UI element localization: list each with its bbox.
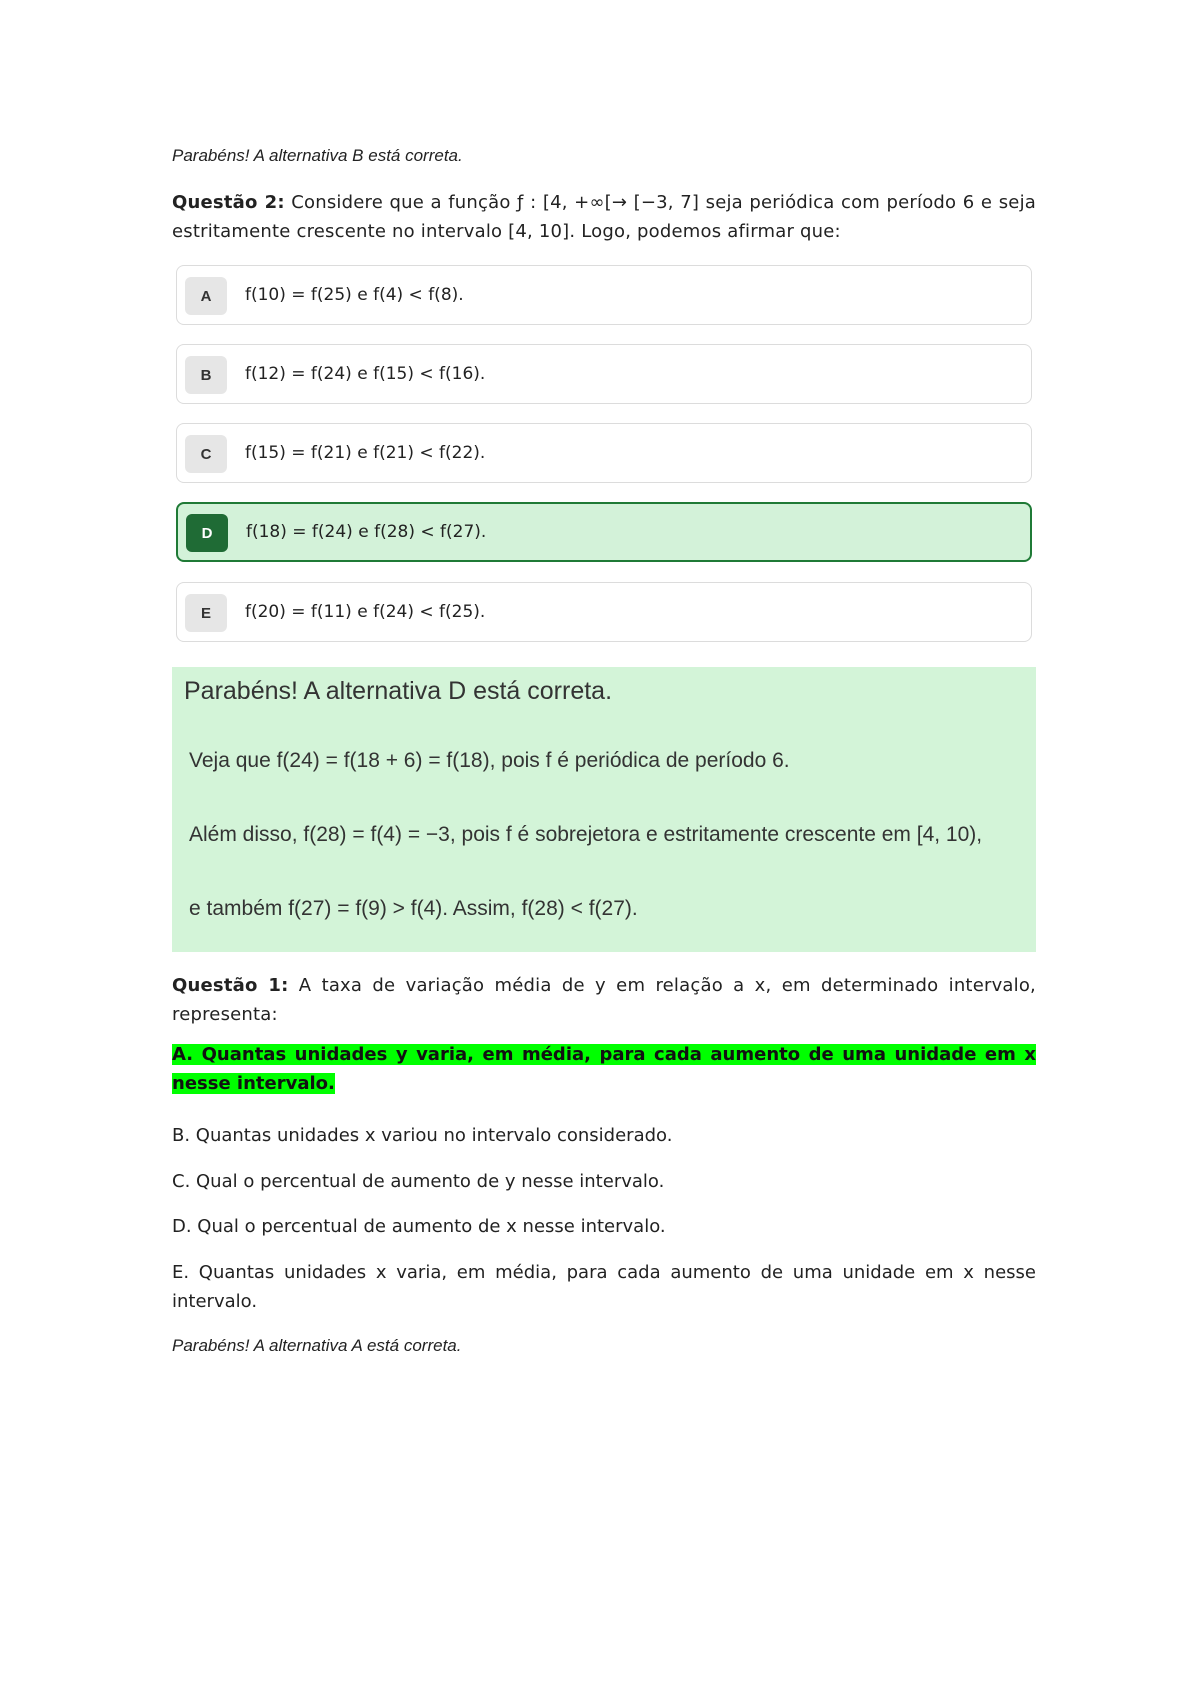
option-letter-badge: E [185,594,227,632]
previous-result-text: Parabéns! A alternativa B está correta. [172,146,463,165]
option-d-selected[interactable] [176,502,1032,562]
option-text: f(12) = f(24) e f(15) < f(16). [245,364,486,384]
answer-a-highlighted [172,1040,1036,1098]
option-b[interactable] [176,344,1032,404]
option-e[interactable] [176,582,1032,642]
question-1 [172,971,1036,1029]
option-letter-badge: B [185,356,227,394]
result-text: Parabéns! A alternativa A está correta. [172,1336,462,1355]
option-text: f(15) = f(21) e f(21) < f(22). [245,443,486,463]
option-text: f(20) = f(11) e f(24) < f(25). [245,602,486,622]
option-text: f(10) = f(25) e f(4) < f(8). [245,285,464,305]
feedback-line: e também f(27) = f(9) > f(4). Assim, f(28) < f(27). [189,897,638,920]
answer-c: C. Qual o percentual de aumento de y nesse intervalo. [172,1171,665,1192]
feedback-panel [172,667,1036,952]
option-c[interactable] [176,423,1032,483]
option-text: f(18) = f(24) e f(28) < f(27). [246,522,487,542]
feedback-title: Parabéns! A alternativa D está correta. [184,677,613,705]
answer-a-text: A. Quantas unidades y varia, em média, para cada aumento de uma unidade em x nesse intervalo. [172,1044,1036,1094]
option-letter-badge: D [186,514,228,552]
option-a[interactable] [176,265,1032,325]
question-2 [172,188,1036,246]
answer-b: B. Quantas unidades x variou no intervalo considerado. [172,1125,673,1146]
question-1-text: A taxa de variação média de y em relação a x, em determinado intervalo, representa: [172,975,1036,1025]
option-letter-badge: A [185,277,227,315]
question-2-text: Considere que a função ƒ : [4, +∞[→ [−3, 7] seja periódica com período 6 e seja estritamente crescente no intervalo [4, 10]. Logo, podemos afirmar que: [172,192,1036,242]
answer-d: D. Qual o percentual de aumento de x nesse intervalo. [172,1216,666,1237]
feedback-line: Além disso, f(28) = f(4) = −3, pois f é sobrejetora e estritamente crescente em [4, 10), [189,823,983,846]
answer-e: E. Quantas unidades x varia, em média, para cada aumento de uma unidade em x nesse intervalo. [172,1262,1036,1312]
option-letter-badge: C [185,435,227,473]
feedback-line: Veja que f(24) = f(18 + 6) = f(18), pois f é periódica de período 6. [189,749,790,772]
question-2-label: Questão 2: [172,192,285,213]
question-1-label: Questão 1: [172,975,289,996]
